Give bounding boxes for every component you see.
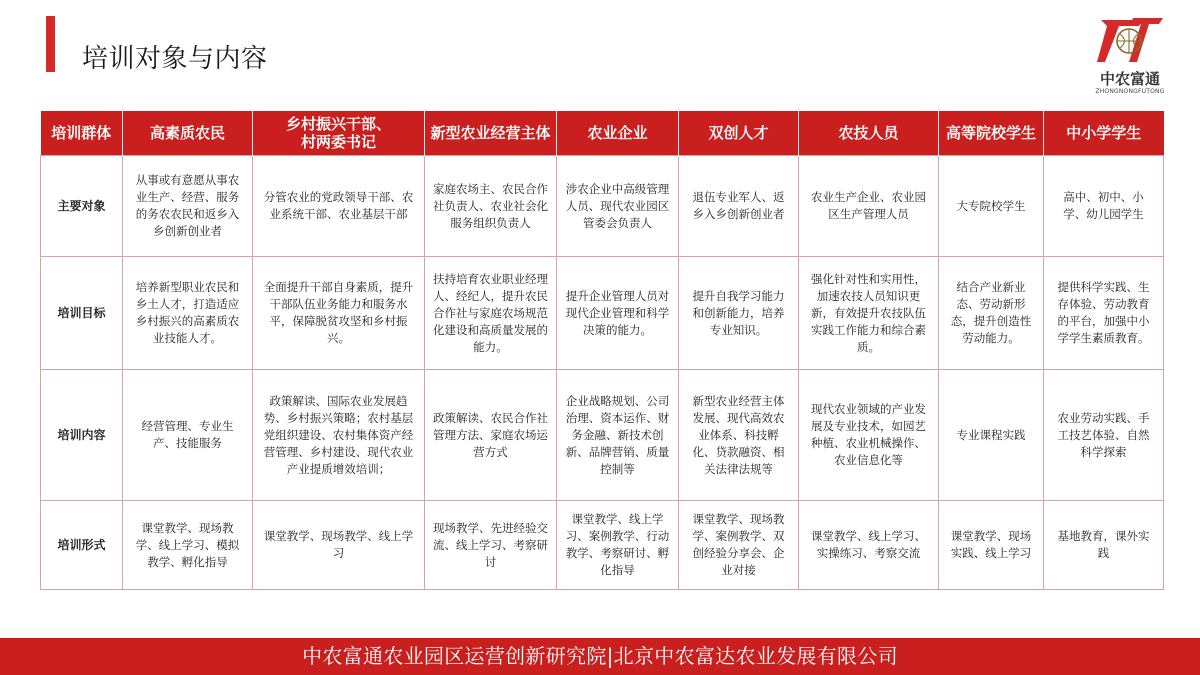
table-cell: 从事或有意愿从事农业生产、经营、服务的务农农民和返乡入乡创新创业者 — [123, 156, 253, 257]
table-cell: 提升企业管理人员对现代企业管理和科学决策的能力。 — [557, 257, 679, 370]
header-cell: 中小学学生 — [1044, 111, 1164, 156]
header-cell: 高素质农民 — [123, 111, 253, 156]
table-cell: 政策解读、国际农业发展趋势、乡村振兴策略；农村基层党组织建设、农村集体资产经营管理、乡村建设、现代农业产业提质增效培训； — [253, 370, 425, 501]
header-cell: 农业企业 — [557, 111, 679, 156]
row-label: 培训形式 — [41, 501, 123, 590]
table-cell: 家庭农场主、农民合作社负责人、农业社会化服务组织负责人 — [425, 156, 557, 257]
table-cell: 农业生产企业、农业园区生产管理人员 — [799, 156, 939, 257]
table-cell: 培养新型职业农民和乡土人才，打造适应乡村振兴的高素质农业技能人才。 — [123, 257, 253, 370]
footer-banner: 中农富通农业园区运营创新研究院|北京中农富达农业发展有限公司 — [0, 638, 1200, 675]
table-cell: 退伍专业军人、返乡入乡创新创业者 — [679, 156, 799, 257]
table-cell: 涉农企业中高级管理人员、现代农业园区管委会负责人 — [557, 156, 679, 257]
training-table — [40, 111, 1164, 590]
table-cell: 课堂教学、现场教学、线上学习 — [253, 501, 425, 590]
table-cell: 课堂教学、现场教学、线上学习、模拟教学、孵化指导 — [123, 501, 253, 590]
table-cell: 全面提升干部自身素质，提升干部队伍业务能力和服务水平，保障脱贫攻坚和乡村振兴。 — [253, 257, 425, 370]
row-label: 培训内容 — [41, 370, 123, 501]
table-cell: 农业劳动实践、手工技艺体验、自然科学探索 — [1044, 370, 1164, 501]
header-cell: 双创人才 — [679, 111, 799, 156]
logo-name-en: ZHONGNONGFUTONG — [1095, 88, 1165, 95]
table-cell: 大专院校学生 — [939, 156, 1044, 257]
company-logo — [1085, 16, 1175, 96]
table-cell: 基地教育，课外实践 — [1044, 501, 1164, 590]
table-row — [41, 156, 1164, 257]
header-line: 村两委书记 — [300, 133, 376, 151]
table-cell: 分管农业的党政领导干部、农业系统干部、农业基层干部 — [253, 156, 425, 257]
header-cell — [253, 111, 425, 156]
table-cell: 课堂教学、线上学习、案例教学、行动教学、考察研讨、孵化指导 — [557, 501, 679, 590]
page-title: 培训对象与内容 — [82, 44, 268, 74]
logo-name-cn: 中农富通 — [1099, 70, 1160, 88]
header-line: 乡村振兴干部、 — [285, 115, 391, 133]
header-cell: 新型农业经营主体 — [425, 111, 557, 156]
table-cell: 经营管理、专业生产、技能服务 — [123, 370, 253, 501]
row-label: 培训目标 — [41, 257, 123, 370]
table-cell: 课堂教学、现场实践、线上学习 — [939, 501, 1044, 590]
header-cell: 农技人员 — [799, 111, 939, 156]
table-cell: 现场教学、先进经验交流、线上学习、考察研讨 — [425, 501, 557, 590]
table-header-row — [41, 111, 1164, 156]
training-table-wrapper — [40, 111, 1163, 590]
table-row — [41, 370, 1164, 501]
header-cell: 培训群体 — [41, 111, 123, 156]
table-cell: 强化针对性和实用性，加速农技人员知识更新，有效提升农技队伍实践工作能力和综合素质。 — [799, 257, 939, 370]
header-cell: 高等院校学生 — [939, 111, 1044, 156]
table-row — [41, 257, 1164, 370]
table-cell: 政策解读、农民合作社管理方法、家庭农场运营方式 — [425, 370, 557, 501]
table-cell: 课堂教学、线上学习、实操练习、考察交流 — [799, 501, 939, 590]
table-cell: 扶持培育农业职业经理人、经纪人，提升农民合作社与家庭农场规范化建设和高质量发展的能力。 — [425, 257, 557, 370]
table-cell: 结合产业新业态、劳动新形态，提升创造性劳动能力。 — [939, 257, 1044, 370]
table-cell: 课堂教学、现场教学、案例教学、双创经验分享会、企业对接 — [679, 501, 799, 590]
table-cell: 高中、初中、小学、幼儿园学生 — [1044, 156, 1164, 257]
table-cell: 提升自我学习能力和创新能力，培养专业知识。 — [679, 257, 799, 370]
row-label: 主要对象 — [41, 156, 123, 257]
table-cell: 现代农业领域的产业发展及专业技术，如园艺种植、农业机械操作、农业信息化等 — [799, 370, 939, 501]
table-cell: 专业课程实践 — [939, 370, 1044, 501]
title-accent-bar — [46, 16, 55, 72]
table-row — [41, 501, 1164, 590]
table-cell: 提供科学实践、生存体验、劳动教育的平台，加强中小学学生素质教育。 — [1044, 257, 1164, 370]
table-cell: 企业战略规划、公司治理、资本运作、财务金融、新技术创新、品牌营销、质量控制等 — [557, 370, 679, 501]
table-cell: 新型农业经营主体发展、现代高效农业体系、科技孵化、贷款融资、相关法律法规等 — [679, 370, 799, 501]
logo-emblem-icon — [1093, 16, 1167, 66]
